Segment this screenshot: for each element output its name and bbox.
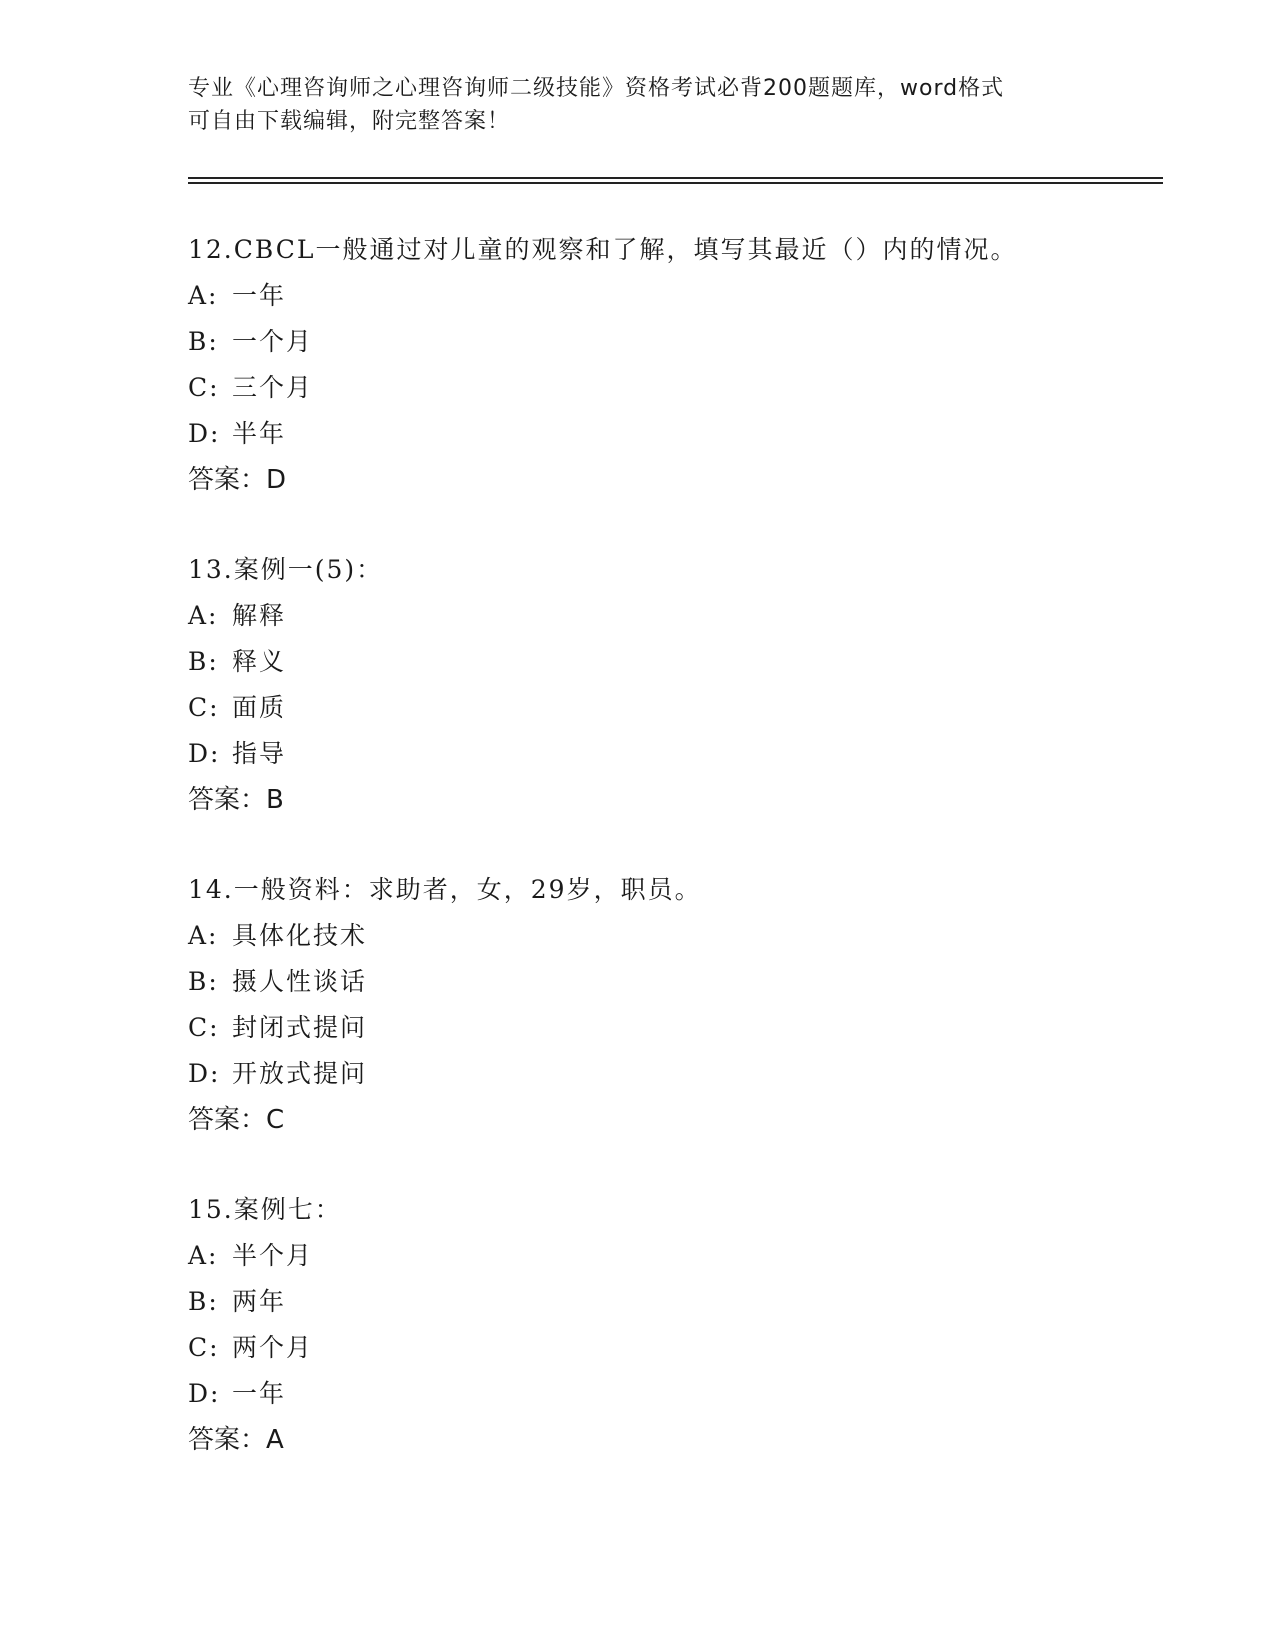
option-d [188,1371,1148,1417]
option-d [188,1051,1148,1097]
option-key: D: [188,1059,221,1088]
option-key: B: [188,327,219,356]
option-key: C: [188,1013,220,1042]
option-key: D: [188,419,221,448]
document-header [188,72,1088,138]
option-key: C: [188,693,220,722]
option-c [188,365,1148,411]
answer-line: 答案：C [188,1105,285,1135]
option-text: 开放式提问 [232,1059,368,1088]
question-block [188,867,1148,1143]
option-key: A: [188,601,219,630]
option-text: 指导 [232,739,287,768]
option-key: C: [188,373,220,402]
option-text: 两年 [232,1287,287,1316]
option-text: 一年 [232,281,287,310]
option-text: 面质 [232,693,287,722]
option-key: D: [188,1379,221,1408]
option-key: C: [188,1333,220,1362]
option-text: 半个月 [232,1241,314,1270]
header-divider-top [188,177,1163,179]
question-text: 13.案例一(5)： [188,555,384,584]
question-block [188,227,1148,503]
option-d [188,731,1148,777]
option-b [188,319,1148,365]
option-a [188,913,1148,959]
option-key: A: [188,281,219,310]
question-block [188,1187,1148,1463]
answer-line: 答案：D [188,465,287,495]
option-text: 三个月 [232,373,314,402]
option-text: 封闭式提问 [232,1013,368,1042]
header-title-line-1: 专业《心理咨询师之心理咨询师二级技能》资格考试必背200题题库，word格式 [188,76,1005,101]
question-text: 12.CBCL一般通过对儿童的观察和了解，填写其最近（）内的情况。 [188,235,1018,264]
option-key: A: [188,1241,219,1270]
option-text: 两个月 [232,1333,314,1362]
option-text: 半年 [232,419,287,448]
option-key: B: [188,647,219,676]
option-b [188,1279,1148,1325]
question-block [188,547,1148,823]
option-c [188,1325,1148,1371]
option-text: 摄人性谈话 [232,967,368,996]
option-d [188,411,1148,457]
option-text: 一个月 [232,327,314,356]
option-a [188,1233,1148,1279]
header-divider-bottom [188,182,1163,184]
option-b [188,639,1148,685]
option-text: 解释 [232,601,287,630]
option-text: 具体化技术 [232,921,368,950]
option-a [188,593,1148,639]
question-text: 15.案例七： [188,1195,342,1224]
option-a [188,273,1148,319]
option-key: D: [188,739,221,768]
answer-line: 答案：B [188,785,284,815]
option-b [188,959,1148,1005]
option-c [188,685,1148,731]
header-title-line-2: 可自由下载编辑，附完整答案！ [188,109,511,134]
option-key: B: [188,1287,219,1316]
answer-line: 答案：A [188,1425,284,1455]
option-text: 一年 [232,1379,287,1408]
option-key: A: [188,921,219,950]
option-text: 释义 [232,647,287,676]
option-c [188,1005,1148,1051]
question-text: 14.一般资料：求助者，女，29岁，职员。 [188,875,702,904]
option-key: B: [188,967,219,996]
